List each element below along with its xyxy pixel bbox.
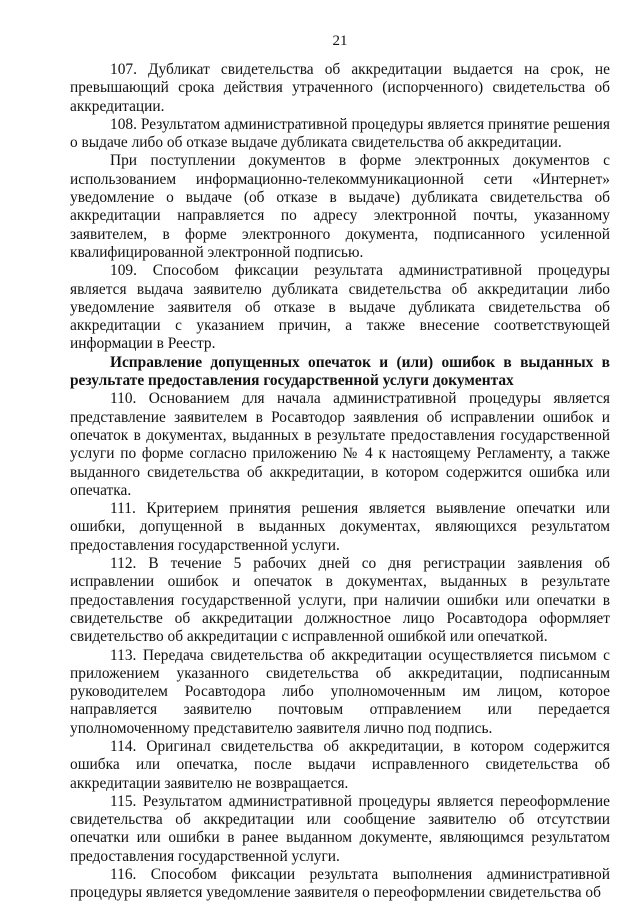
paragraph-107: 107. Дубликат свидетельства об аккредитации выдается на срок, не превышающий срока действия утраченного (испорченного) свидетельства об аккредитации.	[70, 61, 610, 115]
paragraph-109: 109. Способом фиксации результата административной процедуры является выдача заявителю дубликата свидетельства об аккредитации либо уведомление заявителя об отказе в выдаче дубликата свидетельства об аккредитации с указанием причин, а также внесение соответствующей информации в Реестр.	[70, 262, 610, 353]
paragraph-113: 113. Передача свидетельства об аккредитации осуществляется письмом с приложением указанного свидетельства об аккредитации, подписанным руководителем Росавтодора либо уполномоченным им лицом, которое направляется заявителю почтовым отправлением или передается уполномоченному представителю заявителя лично под подпись.	[70, 646, 610, 737]
paragraph-108-electronic: При поступлении документов в форме электронных документов с использованием информационно-телекоммуникационной сети «Интернет» уведомление о выдаче (об отказе в выдаче) дубликата свидетельства об аккредитации направляется по адресу электронной почты, указанному заявителем, в форме электронного документа, подписанного усиленной квалифицированной электронной подписью.	[70, 152, 610, 261]
page-number: 21	[332, 33, 348, 49]
paragraph-110: 110. Основанием для начала административной процедуры является представление заявителем в Росавтодор заявления об исправлении ошибок и опечаток в документах, выданных в результате предоставления государственной услуги по форме согласно приложению № 4 к настоящему Регламенту, а также выданного свидетельства об аккредитации, в котором содержится ошибка или опечатка.	[70, 390, 610, 499]
paragraph-115: 115. Результатом административной процедуры является переоформление свидетельства об аккредитации или сообщение заявителю об отсутствии опечатки или ошибки в ранее выданном документе, являющимся результатом предоставления государственной услуги.	[70, 792, 610, 865]
paragraph-112: 112. В течение 5 рабочих дней со дня регистрации заявления об исправлении ошибок и опечаток в документах, выданных в результате предоставления государственной услуги, при наличии ошибки или опечатки в свидетельстве об аккредитации должностное лицо Росавтодора оформляет свидетельство об аккредитации с исправленной ошибкой или опечаткой.	[70, 555, 610, 646]
section-heading: Исправление допущенных опечаток и (или) ошибок в выданных в результате предоставления государственной услуги документах	[70, 353, 610, 390]
paragraph-116: 116. Способом фиксации результата выполнения административной процедуры является уведомление заявителя о переоформлении свидетельства об	[70, 866, 610, 902]
paragraph-111: 111. Критерием принятия решения является выявление опечатки или ошибки, допущенной в выданных документах, являющихся результатом предоставления государственной услуги.	[70, 500, 610, 554]
paragraph-108: 108. Результатом административной процедуры является принятие решения о выдаче либо об отказе выдаче дубликата свидетельства об аккредитации.	[70, 115, 610, 152]
paragraph-114: 114. Оригинал свидетельства об аккредитации, в котором содержится ошибка или опечатка, после выдачи исправленного свидетельства об аккредитации заявителю не возвращается.	[70, 737, 610, 792]
